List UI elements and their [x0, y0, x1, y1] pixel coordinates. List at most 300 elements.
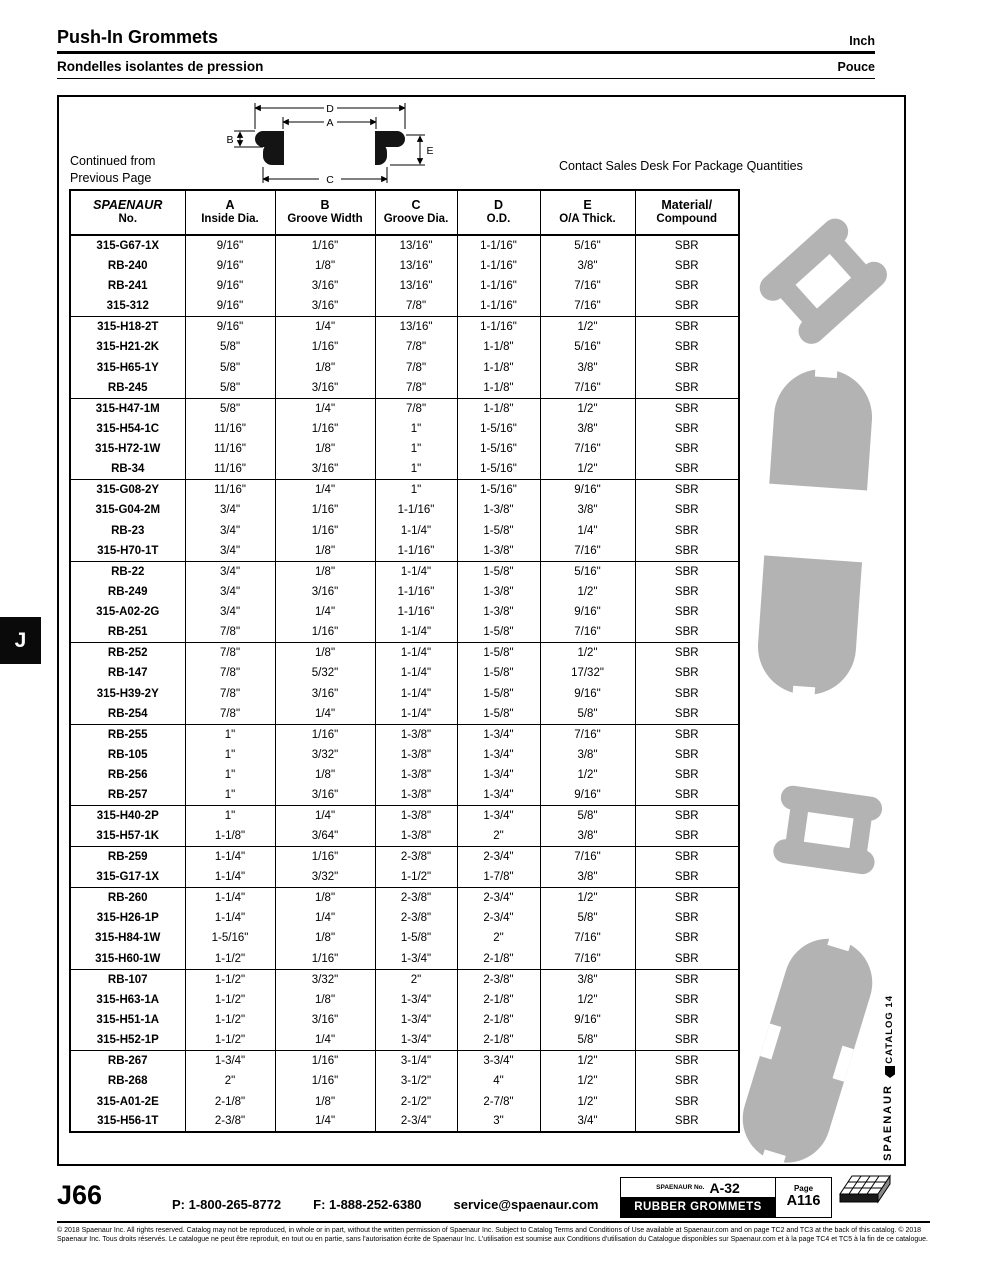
value-cell: SBR: [635, 1091, 739, 1111]
part-number-cell: RB-259: [70, 847, 185, 867]
value-cell: 1-5/8": [375, 928, 457, 948]
table-row: [70, 888, 739, 908]
value-cell: 3/4": [185, 582, 275, 602]
value-cell: 3/4": [185, 602, 275, 622]
value-cell: 9/16": [185, 255, 275, 275]
value-cell: 1-1/4": [185, 908, 275, 928]
value-cell: 1-1/4": [375, 684, 457, 704]
continued-note: [70, 153, 155, 187]
part-number-cell: RB-105: [107, 748, 148, 761]
value-cell: SBR: [635, 582, 739, 602]
part-number-cell: 315-H65-1Y: [96, 361, 159, 374]
catalog-number-vertical: CATALOG 14: [884, 995, 895, 1064]
value-cell: SBR: [635, 378, 739, 398]
value-cell: 1/2": [540, 643, 635, 663]
value-cell: SBR: [635, 337, 739, 357]
value-cell: 3/8": [540, 255, 635, 275]
value-cell: SBR: [635, 602, 739, 622]
value-cell: SBR: [635, 500, 739, 520]
value-cell: 3/8": [540, 969, 635, 989]
value-cell: 1-1/16": [457, 235, 540, 255]
value-cell: 7/8": [375, 378, 457, 398]
value-cell: 3/8": [540, 500, 635, 520]
value-cell: 1-1/4": [375, 663, 457, 683]
table-row: [70, 520, 739, 540]
catalog-stack-icon: [836, 1172, 892, 1218]
table-row: [70, 1030, 739, 1050]
table-row: [70, 439, 739, 459]
table-row: [70, 908, 739, 928]
value-cell: 7/8": [185, 622, 275, 642]
value-cell: 1-5/8": [457, 684, 540, 704]
table-row: [70, 745, 739, 765]
header-rule-top: [57, 51, 875, 54]
value-cell: 1/2": [540, 582, 635, 602]
value-cell: 1-3/4": [457, 765, 540, 785]
part-number-cell: RB-268: [107, 1075, 148, 1088]
value-cell: 1/8": [275, 541, 375, 561]
table-row: [70, 480, 739, 500]
value-cell: SBR: [635, 765, 739, 785]
part-number-cell: RB-240: [107, 259, 148, 272]
email-address: service@spaenaur.com: [453, 1197, 599, 1212]
part-number-cell: RB-34: [111, 463, 145, 476]
value-cell: SBR: [635, 1071, 739, 1091]
cross-reference-left: [621, 1178, 775, 1217]
value-cell: 5/8": [185, 378, 275, 398]
value-cell: 9/16": [540, 1010, 635, 1030]
table-row: [70, 684, 739, 704]
value-cell: SBR: [635, 643, 739, 663]
value-cell: 1/4": [540, 520, 635, 540]
part-number-cell: RB-245: [107, 381, 148, 394]
part-number-cell: 315-G67-1X: [96, 239, 160, 252]
value-cell: 1/4": [275, 480, 375, 500]
table-row: [70, 296, 739, 316]
table-row: [70, 969, 739, 989]
value-cell: 1-3/4": [457, 786, 540, 806]
table-row: [70, 235, 739, 255]
dim-label-a: A: [326, 117, 334, 129]
value-cell: 1/4": [275, 317, 375, 337]
value-cell: 3/32": [275, 867, 375, 887]
value-cell: 1-5/8": [457, 643, 540, 663]
value-cell: 1/2": [540, 459, 635, 479]
value-cell: 7/16": [540, 439, 635, 459]
part-number-cell: RB-251: [107, 626, 148, 639]
ref-page-label: Page: [793, 1184, 814, 1194]
value-cell: 7/8": [185, 663, 275, 683]
value-cell: 1-1/16": [457, 317, 540, 337]
value-cell: SBR: [635, 745, 739, 765]
value-cell: 1-3/8": [457, 602, 540, 622]
value-cell: 3/16": [275, 684, 375, 704]
continued-line-1: Continued from: [70, 154, 156, 168]
part-number-cell: 315-G04-2M: [95, 504, 161, 517]
value-cell: 7/16": [540, 276, 635, 296]
value-cell: 1-1/4": [375, 622, 457, 642]
value-cell: 7/16": [540, 541, 635, 561]
part-number-cell: RB-22: [70, 561, 185, 581]
cross-reference-page: [775, 1178, 831, 1217]
part-number-cell: RB-254: [107, 707, 148, 720]
value-cell: SBR: [635, 684, 739, 704]
value-cell: 1/4": [275, 908, 375, 928]
value-cell: 1/4": [275, 1112, 375, 1132]
value-cell: 1/4": [275, 704, 375, 724]
table-row: [70, 500, 739, 520]
part-number-cell: 315-H72-1W: [95, 443, 161, 456]
ref-product-name: RUBBER GROMMETS: [621, 1197, 775, 1217]
value-cell: 3/8": [540, 826, 635, 846]
value-cell: 5/8": [185, 337, 275, 357]
value-cell: 1-1/4": [375, 520, 457, 540]
value-cell: SBR: [635, 459, 739, 479]
value-cell: 1-3/8": [375, 806, 457, 826]
column-header-2: B Groove Width: [275, 190, 375, 235]
value-cell: 1/2": [540, 1091, 635, 1111]
value-cell: 4": [457, 1071, 540, 1091]
header-rule-bottom: [57, 78, 875, 79]
value-cell: 1/8": [275, 765, 375, 785]
table-row: [70, 378, 739, 398]
value-cell: 1-5/8": [457, 520, 540, 540]
value-cell: 9/16": [540, 684, 635, 704]
value-cell: 1-1/16": [375, 602, 457, 622]
table-row: [70, 806, 739, 826]
value-cell: 1-3/8": [457, 500, 540, 520]
value-cell: 3/4": [185, 520, 275, 540]
value-cell: 3/32": [275, 969, 375, 989]
value-cell: 7/16": [540, 928, 635, 948]
value-cell: 2-3/8": [375, 908, 457, 928]
part-number-cell: RB-257: [107, 789, 148, 802]
table-row: [70, 765, 739, 785]
value-cell: 2": [375, 969, 457, 989]
table-body: [70, 235, 739, 1132]
table-row: [70, 459, 739, 479]
value-cell: 7/8": [185, 684, 275, 704]
value-cell: 1-5/8": [457, 622, 540, 642]
value-cell: 2-3/4": [457, 888, 540, 908]
value-cell: 1-3/8": [457, 541, 540, 561]
part-number-cell: 315-H54-1C: [96, 422, 160, 435]
table-row: [70, 1010, 739, 1030]
value-cell: 7/8": [375, 398, 457, 418]
value-cell: 3/16": [275, 786, 375, 806]
value-cell: SBR: [635, 419, 739, 439]
part-number-cell: 315-H56-1T: [97, 1115, 159, 1128]
value-cell: 9/16": [185, 296, 275, 316]
value-cell: 5/8": [540, 1030, 635, 1050]
value-cell: 2-3/8": [375, 847, 457, 867]
contact-info-line: [172, 1197, 598, 1212]
value-cell: 1-1/2": [185, 949, 275, 969]
value-cell: SBR: [635, 969, 739, 989]
value-cell: SBR: [635, 724, 739, 744]
value-cell: 1/16": [275, 1051, 375, 1071]
value-cell: SBR: [635, 541, 739, 561]
value-cell: 1-5/16": [457, 459, 540, 479]
value-cell: 1/16": [275, 235, 375, 255]
table-row: [70, 1112, 739, 1132]
value-cell: 1/16": [275, 622, 375, 642]
unit-label-fr: Pouce: [837, 59, 875, 74]
value-cell: SBR: [635, 520, 739, 540]
value-cell: SBR: [635, 1112, 739, 1132]
table-row: [70, 724, 739, 744]
value-cell: SBR: [635, 704, 739, 724]
value-cell: 3/16": [275, 378, 375, 398]
table-row: [70, 1071, 739, 1091]
value-cell: 2-3/8": [185, 1112, 275, 1132]
value-cell: 1/16": [275, 949, 375, 969]
value-cell: 1-1/16": [375, 541, 457, 561]
value-cell: SBR: [635, 888, 739, 908]
section-tab-j: J: [0, 617, 41, 664]
grommet-photo-cross-section: [771, 785, 886, 885]
value-cell: SBR: [635, 398, 739, 418]
table-row: [70, 276, 739, 296]
value-cell: 2-1/8": [185, 1091, 275, 1111]
part-number-cell: 315-H60-1W: [95, 952, 161, 965]
value-cell: 1/8": [275, 439, 375, 459]
value-cell: SBR: [635, 276, 739, 296]
table-row: [70, 622, 739, 642]
column-header-0: SPAENAUR No.: [70, 190, 185, 235]
value-cell: 13/16": [375, 276, 457, 296]
value-cell: 3/16": [275, 296, 375, 316]
value-cell: SBR: [635, 928, 739, 948]
value-cell: 1/8": [275, 643, 375, 663]
table-row: [70, 357, 739, 377]
dim-label-c: C: [326, 174, 334, 186]
value-cell: 1/8": [275, 1091, 375, 1111]
part-number-cell: 315-A02-2G: [96, 606, 160, 619]
value-cell: 1-3/4": [375, 1030, 457, 1050]
value-cell: 1-3/8": [375, 826, 457, 846]
value-cell: 1/16": [275, 500, 375, 520]
value-cell: SBR: [635, 989, 739, 1009]
value-cell: 7/8": [185, 643, 275, 663]
value-cell: 3/8": [540, 419, 635, 439]
value-cell: 1-7/8": [457, 867, 540, 887]
value-cell: 1/2": [540, 1071, 635, 1091]
value-cell: 5/8": [185, 398, 275, 418]
value-cell: 13/16": [375, 235, 457, 255]
value-cell: 1-1/4": [375, 643, 457, 663]
value-cell: SBR: [635, 949, 739, 969]
value-cell: 2": [457, 826, 540, 846]
value-cell: 1/4": [275, 806, 375, 826]
value-cell: 7/16": [540, 296, 635, 316]
value-cell: 1-1/8": [457, 398, 540, 418]
value-cell: 2-3/4": [457, 847, 540, 867]
value-cell: 1-1/2": [185, 989, 275, 1009]
value-cell: 1-1/16": [457, 296, 540, 316]
value-cell: 7/16": [540, 622, 635, 642]
value-cell: 1/16": [275, 419, 375, 439]
value-cell: 1-3/4": [375, 989, 457, 1009]
value-cell: 1/16": [275, 520, 375, 540]
dim-label-d: D: [326, 103, 334, 115]
ref-number-label: SPAENAUR No.: [656, 1184, 705, 1191]
value-cell: SBR: [635, 847, 739, 867]
part-number-cell: RB-147: [107, 667, 148, 680]
value-cell: 1-1/16": [375, 582, 457, 602]
value-cell: 1-3/4": [457, 745, 540, 765]
value-cell: 1-5/16": [457, 419, 540, 439]
table-row: [70, 398, 739, 418]
value-cell: 1-1/16": [457, 276, 540, 296]
value-cell: 11/16": [185, 480, 275, 500]
value-cell: 2-3/4": [375, 1112, 457, 1132]
part-number-cell: RB-260: [70, 888, 185, 908]
table-row: [70, 602, 739, 622]
grommet-photo-large-side: [754, 365, 879, 700]
value-cell: SBR: [635, 1030, 739, 1050]
value-cell: 1/8": [275, 255, 375, 275]
table-row: [70, 561, 739, 581]
value-cell: 1": [375, 419, 457, 439]
value-cell: 2-3/8": [375, 888, 457, 908]
value-cell: 1-1/4": [375, 561, 457, 581]
part-number-cell: 315-H26-1P: [96, 912, 159, 925]
header-row-fr: [57, 59, 875, 74]
value-cell: 5/16": [540, 561, 635, 581]
value-cell: 1/2": [540, 398, 635, 418]
part-number-cell: 315-H84-1W: [95, 932, 161, 945]
value-cell: 3/8": [540, 357, 635, 377]
value-cell: 3/4": [185, 500, 275, 520]
value-cell: 3/8": [540, 867, 635, 887]
value-cell: 1-3/8": [375, 786, 457, 806]
table-row: [70, 928, 739, 948]
value-cell: 1/2": [540, 1051, 635, 1071]
value-cell: 1": [185, 765, 275, 785]
value-cell: 2-1/8": [457, 1030, 540, 1050]
value-cell: 5/8": [540, 908, 635, 928]
value-cell: 1": [185, 806, 275, 826]
table-row: [70, 847, 739, 867]
dim-label-b: B: [226, 134, 234, 146]
value-cell: 9/16": [185, 235, 275, 255]
value-cell: SBR: [635, 908, 739, 928]
contact-sales-note: Contact Sales Desk For Package Quantities: [559, 159, 803, 173]
value-cell: 1": [375, 459, 457, 479]
value-cell: 3/16": [275, 276, 375, 296]
footer-rule: [57, 1221, 930, 1223]
table-row: [70, 1051, 739, 1071]
content-box: [57, 95, 906, 1166]
value-cell: 1-3/4": [457, 724, 540, 744]
part-number-cell: 315-H47-1M: [70, 398, 185, 418]
value-cell: 2-3/8": [457, 969, 540, 989]
table-row: [70, 663, 739, 683]
cross-reference-number: [621, 1178, 775, 1197]
value-cell: 7/8": [375, 357, 457, 377]
cross-reference-box: [620, 1177, 832, 1218]
value-cell: 1-1/4": [185, 867, 275, 887]
part-number-cell: 315-H70-1T: [97, 544, 159, 557]
value-cell: 1": [185, 745, 275, 765]
value-cell: 13/16": [375, 317, 457, 337]
part-number-cell: RB-256: [107, 769, 148, 782]
value-cell: 5/8": [540, 704, 635, 724]
value-cell: SBR: [635, 480, 739, 500]
grommets-table: [69, 189, 740, 1133]
value-cell: 1-5/8": [457, 663, 540, 683]
value-cell: 1-5/8": [457, 704, 540, 724]
part-number-cell: 315-G17-1X: [96, 871, 160, 884]
value-cell: 2-1/2": [375, 1091, 457, 1111]
value-cell: 9/16": [540, 602, 635, 622]
value-cell: 3-1/4": [375, 1051, 457, 1071]
value-cell: 2-1/8": [457, 989, 540, 1009]
table-row: [70, 949, 739, 969]
value-cell: SBR: [635, 663, 739, 683]
part-number-cell: RB-252: [70, 643, 185, 663]
value-cell: 1-1/4": [185, 888, 275, 908]
page-number: J66: [57, 1180, 103, 1210]
column-header-5: E O/A Thick.: [540, 190, 635, 235]
part-number-cell: 315-H18-2T: [70, 317, 185, 337]
value-cell: 1-5/8": [457, 561, 540, 581]
value-cell: 7/16": [540, 724, 635, 744]
value-cell: 9/16": [185, 276, 275, 296]
table-row: [70, 826, 739, 846]
value-cell: 1-1/2": [185, 969, 275, 989]
table-row: [70, 337, 739, 357]
value-cell: SBR: [635, 561, 739, 581]
brand-name-vertical: SPAENAUR: [882, 1084, 894, 1161]
value-cell: 1/8": [275, 357, 375, 377]
value-cell: 1-1/2": [185, 1030, 275, 1050]
value-cell: 3/4": [185, 541, 275, 561]
table-row: [70, 989, 739, 1009]
value-cell: 3/64": [275, 826, 375, 846]
value-cell: 1-3/8": [375, 724, 457, 744]
value-cell: 1-3/4": [375, 949, 457, 969]
part-number-cell: 315-H21-2K: [96, 341, 160, 354]
value-cell: 7/8": [375, 296, 457, 316]
value-cell: 1/8": [275, 989, 375, 1009]
value-cell: 1-1/4": [185, 847, 275, 867]
table-row: [70, 643, 739, 663]
value-cell: 1-5/16": [457, 439, 540, 459]
value-cell: 1/16": [275, 337, 375, 357]
value-cell: 11/16": [185, 459, 275, 479]
value-cell: 1/2": [540, 317, 635, 337]
column-header-4: D O.D.: [457, 190, 540, 235]
value-cell: 1/16": [275, 1071, 375, 1091]
value-cell: 5/32": [275, 663, 375, 683]
value-cell: 1": [375, 439, 457, 459]
part-number-cell: RB-255: [70, 724, 185, 744]
value-cell: SBR: [635, 1010, 739, 1030]
column-header-1: A Inside Dia.: [185, 190, 275, 235]
value-cell: 1-1/8": [185, 826, 275, 846]
value-cell: SBR: [635, 317, 739, 337]
part-number-cell: RB-249: [107, 585, 148, 598]
value-cell: 1/2": [540, 888, 635, 908]
value-cell: 1-5/16": [185, 928, 275, 948]
unit-label-en: Inch: [849, 34, 875, 48]
grommet-photo-top: [759, 225, 889, 340]
value-cell: 3/16": [275, 1010, 375, 1030]
value-cell: 3/4": [185, 561, 275, 581]
value-cell: 2-3/4": [457, 908, 540, 928]
